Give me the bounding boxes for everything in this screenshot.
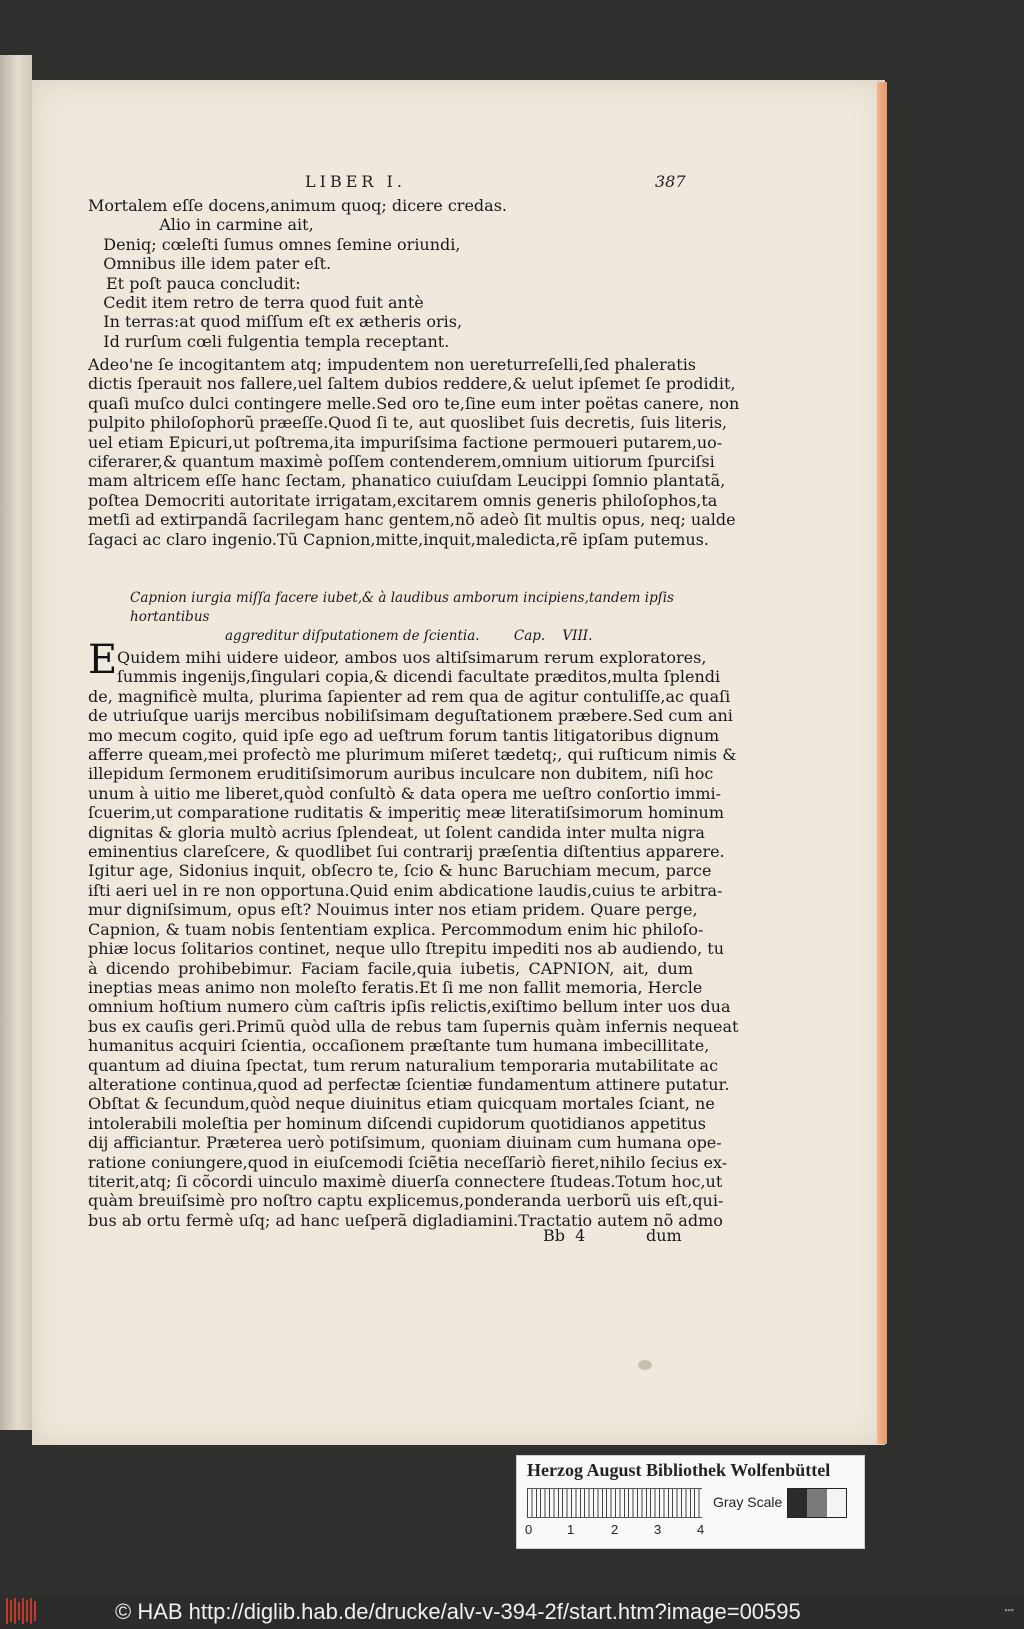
- footer-mark: ▪▪▪: [1004, 1605, 1014, 1615]
- prose-paragraph: [88, 355, 740, 549]
- paper-stain: [638, 1360, 652, 1370]
- prose-line: ſagaci ac claro ingenio.Tũ Capnion,mitte,inquit,maledicta,rẽ ipſam putemus.: [88, 529, 709, 549]
- gray-scale-swatches: [787, 1488, 847, 1518]
- verse-line: Omnibus ille idem pater eſt.: [88, 254, 332, 274]
- body-line: titerit,atq; ſi cõcordi uinculo maximè diuerſa connectere ſtudeas.Totum hoc,ut: [88, 1171, 723, 1191]
- body-line: mo mecum cogito, quid ipſe ego ad ueſtrum forum tantis litigatoribus dignum: [88, 725, 720, 745]
- body-line: Capnion, & tuam nobis ſententiam explica. Percommodum enim hic philoſo-: [88, 919, 704, 939]
- body-line: quàm breuiſsimè pro noſtro captu explicemus,ponderanda uerborũ uis eſt,qui-: [88, 1191, 724, 1211]
- catchword: dum: [646, 1226, 682, 1245]
- ruler-number: 0: [525, 1522, 533, 1537]
- body-line: de utriuſque uarijs mercibus nobiliſsimam deguſtationem præbere.Sed cum ani: [88, 706, 733, 726]
- body-line: ſummis ingenijs,ſingulari copia,& dicendi facultate præditos,multa ſplendi: [117, 667, 721, 687]
- body-line: ineptias meas animo non moleſto feratis.Et ſi me non fallit memoria, Hercle: [88, 977, 703, 997]
- library-name: Herzog August Bibliothek Wolfenbüttel: [527, 1460, 831, 1480]
- barcode-icon: [6, 1598, 46, 1624]
- body-line: mur digniſsimum, opus eſt? Nouimus inter nos etiam pridem. Quare perge,: [88, 900, 698, 920]
- body-line: ratione coniungere,quod in eiuſcemodi ſciẽtia neceſſariò fieret,nihilo ſecius ex-: [88, 1152, 728, 1172]
- scale-ruler: [527, 1488, 702, 1518]
- facing-page-edge: [0, 55, 32, 1430]
- prose-line: ciferarer,& quantum maximè poſſem contenderem,omnium uitiorum ſpurciſsi: [88, 452, 715, 472]
- gray-scale-label: Gray Scale: [713, 1494, 783, 1510]
- ruler-number: 2: [611, 1522, 619, 1537]
- body-line: de, magnificè multa, plurima ſapienter ad rem qua de agitur contuliſſe,ac quaſi: [88, 686, 731, 706]
- prose-line: metſi ad extirpandã ſacrilegam hanc gentem,nõ adeò ſit multis opus, neq; ualde: [88, 510, 736, 530]
- verse-line: Id rurſum cœli fulgentia templa receptant.: [88, 331, 450, 351]
- gray-swatch-dark: [788, 1489, 807, 1517]
- body-line: phiæ locus ſolitarios continet, neque ullo ſtrepitu impediti nos ab audiendo, tu: [88, 939, 725, 959]
- prose-line: dictis ſperauit nos fallere,uel ſaltem dubios reddere,& uelut ipſemet ſe prodidit,: [88, 374, 736, 394]
- signature-mark: Bb 4: [543, 1226, 586, 1245]
- prose-line: poſtea Democriti autoritate irrigatam,excitarem omnis generis philoſophos,ta: [88, 490, 718, 510]
- ruler-number: 4: [697, 1522, 705, 1537]
- chapter-body: [88, 648, 739, 1230]
- body-line: afferre queam,mei profectò me plurimum miſeret tædetq;, qui ruſticum nimis &: [88, 745, 737, 765]
- ruler-number: 1: [567, 1522, 575, 1537]
- gray-swatch-mid: [807, 1489, 826, 1517]
- body-line: bus ab ortu fermè uſq; ad hanc ueſperã digladiamini.Tractatio autem nõ admo: [88, 1210, 723, 1230]
- chapter-heading: [130, 589, 690, 646]
- body-line: illepidum ſermonem eruditiſsimorum auribus inculcare non dubitem, niſi hoc: [88, 764, 714, 784]
- color-target-card: [516, 1455, 865, 1549]
- running-head: LIBER I.: [305, 172, 406, 191]
- verse-line: Cedit item retro de terra quod fuit antè: [88, 293, 424, 313]
- body-line: dignitas & gloria multò acrius ſplendeat, ut ſolent candida inter multa nigra: [88, 822, 705, 842]
- drop-cap-initial: E: [88, 637, 118, 683]
- verse-line: In terras:at quod miſſum eſt ex ætheris oris,: [88, 312, 463, 332]
- body-line: alteratione continua,quod ad perfectæ ſcientiæ fundamentum attinere putatur.: [88, 1074, 730, 1094]
- gray-swatch-light: [827, 1489, 846, 1517]
- body-line: iſti aeri uel in re non opportuna.Quid enim abdicatione laudis,cuius te arbitra-: [88, 880, 723, 900]
- body-line: quantum ad diuina ſpectat, tum rerum naturalium temporaria mutabilitate ac: [88, 1055, 719, 1075]
- prose-line: mam altricem eſſe hanc ſectam, phanatico cuiuſdam Leucippi ſomnio plantatã,: [88, 471, 726, 491]
- verse-line: Mortalem eſſe docens,animum quoq; dicere credas.: [88, 196, 507, 215]
- verse-line: Et poſt pauca concludit:: [106, 273, 301, 293]
- prose-line: pulpito philoſophorũ præeſſe.Quod ſi te, aut quoslibet ſuis decretis, ſuis literis,: [88, 413, 728, 433]
- ruler-number: 3: [654, 1522, 662, 1537]
- chapter-heading-line: Capnion iurgia miſſa facere iubet,& à laudibus amborum incipiens,tandem ipſis hortantibus: [130, 590, 674, 625]
- page-fore-edge: [877, 82, 887, 1444]
- body-line: ſcuerim,ut comparatione ruditatis & imperitiç meæ literatiſsimorum hominum: [88, 803, 724, 823]
- body-line: Obſtat & ſecundum,quòd neque diuinitus etiam quicquam mortales ſciant, ne: [88, 1094, 715, 1114]
- body-line: omnium hoſtium numero cùm caſtris ipſis relictis,exiſtimo bellum inter uos dua: [88, 997, 731, 1017]
- prose-line: Adeo'ne ſe incogitantem atq; impudentem non uereturreſelli,ſed phaleratis: [88, 355, 697, 374]
- body-line: intolerabili moleſtia per hominum diſcendi cupidorum quotidianos appetitus: [88, 1113, 706, 1133]
- body-line: dij afficiantur. Præterea uerò potiſsimum, quoniam diuinam cum humana ope-: [88, 1133, 722, 1153]
- body-line: bus ex cauſis geri.Primũ quòd ulla de rebus tam ſupernis quàm infernis nequeat: [88, 1016, 739, 1036]
- verse-line: Alio in carmine ait,: [88, 215, 314, 235]
- body-line: Quidem mihi uidere uideor, ambos uos altiſsimarum rerum exploratores,: [117, 648, 707, 667]
- verse-line: Deniq; cœleſti ſumus omnes ſemine oriundi,: [88, 234, 461, 254]
- page-number: 387: [655, 172, 686, 191]
- body-line: unum à uitio me liberet,quòd conſultò & data opera me ueſtro conſortio immi-: [88, 783, 722, 803]
- chapter-heading-line: aggreditur diſputationem de ſcientia. Cap. VIII.: [225, 628, 593, 644]
- body-line: humanitus acquiri ſcientia, occaſionem præſtante tum humana imbecillitate,: [88, 1036, 710, 1056]
- prose-line: quaſi muſco dulci contingere melle.Sed oro te,ſine eum inter poëtas canere, non: [88, 393, 740, 413]
- prose-line: uel etiam Epicuri,ut poſtrema,ita impuriſsima factione permoueri putarem,uo-: [88, 432, 723, 452]
- verse-block: [88, 196, 688, 351]
- footer-bar: [0, 1594, 1024, 1629]
- body-line: eminentius clareſcere, & quodlibet ſui contrarij præſentia diſtentius apparere.: [88, 842, 725, 862]
- body-line: Igitur age, Sidonius inquit, obſecro te, ſcio & hunc Baruchiam mecum, parce: [88, 861, 712, 881]
- body-line: à dicendo prohibebimur. Faciam facile,quia iubetis, CAPNION, ait, dum: [88, 958, 693, 978]
- copyright-url[interactable]: © HAB http://diglib.hab.de/drucke/alv-v-394-2f/start.htm?image=00595: [115, 1599, 801, 1624]
